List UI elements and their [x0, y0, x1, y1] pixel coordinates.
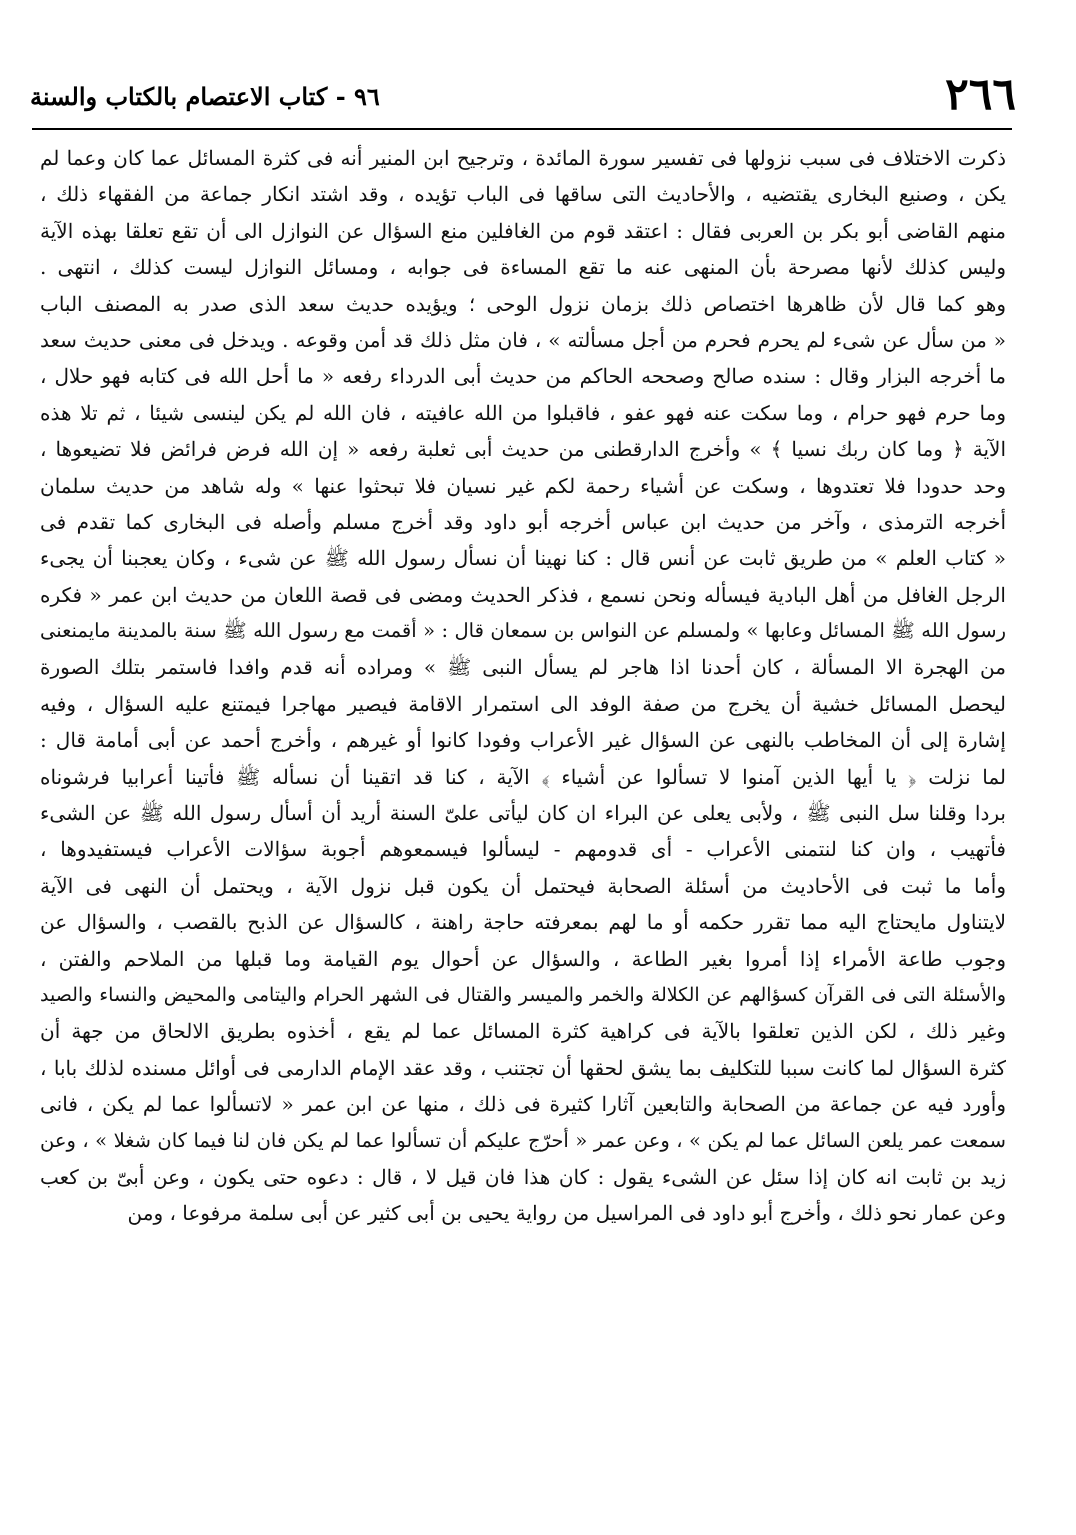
text-line: وليس كذلك لأنها مصرحة بأن المنهى عنه ما تقع المساءة فى جوابه ، ومسائل النوازل ليست كذلك ، انتهى . — [40, 255, 1006, 280]
header-rule — [32, 128, 1012, 130]
text-line: أخرجه الترمذى ، وآخر من حديث ابن عباس أخرجه أبو داود وقد أخرج مسلم وأصله فى البخارى كما تقدم فى — [40, 509, 1006, 534]
text-line: « كتاب العلم » من طريق ثابت عن أنس قال : كنا نهينا أن نسأل رسول الله ﷺ عن شىء ، وكان يعجبنا أن يجىء — [40, 546, 1006, 571]
text-line: من الهجرة الا المسألة ، كان أحدنا اذا هاجر لم يسأل النبى ﷺ » ومراده أنه قدم وافدا فاستمر بتلك الصورة — [40, 655, 1006, 680]
page-number: ٢٦٦ — [945, 69, 1016, 120]
text-line: منهم القاضى أبو بكر بن العربى فقال : اعتقد قوم من الغافلين منع السؤال عن النوازل الى أن تقع تعلقا بهذه الآية — [40, 218, 1006, 243]
running-title: ٩٦ - كتاب الاعتصام بالكتاب والسنة — [30, 82, 380, 111]
body-text — [40, 140, 1006, 1232]
text-line: ذكرت الاختلاف فى سبب نزولها فى تفسير سورة المائدة ، وترجيح ابن المنير أنه فى كثرة المسائل عما كان وعما لم — [40, 146, 1006, 170]
text-line: وأورد فيه عن جماعة من الصحابة والتابعين آثارا كثيرة فى ذلك ، منها عن ابن عمر « لاتسألوا عما لم يكن ، فانى — [40, 1092, 1006, 1117]
text-line: وما حرم فهو حرام ، وما سكت عنه فهو عفو ، فاقبلوا من الله عافيته ، فان الله لم يكن لينسى شيئا ، ثم تلا هذه — [40, 400, 1006, 425]
text-line: والأسئلة التى فى القرآن كسؤالهم عن الكلالة والخمر والميسر والقتال فى الشهر الحرام واليتامى والمحيض والنساء والصيد — [40, 983, 1006, 1006]
text-line: كثرة السؤال لما كانت سببا للتكليف بما يشق لحقها أن تجتنب ، وقد عقد الإمام الدارمى فى أوائل مسنده لذلك بابا ، — [40, 1055, 1006, 1080]
text-line: وحد حدودا فلا تعتدوها ، وسكت عن أشياء رحمة لكم غير نسيان فلا تبحثوا عنها » وله شاهد من حديث سلمان — [40, 473, 1006, 498]
text-line: يكن ، وصنيع البخارى يقتضيه ، والأحاديث التى ساقها فى الباب تؤيده ، وقد اشتد انكار جماعة من الفقهاء ذلك ، — [40, 182, 1006, 207]
text-line: بردا وقلنا سل النبى ﷺ ، ولأبى يعلى عن البراء ان كان ليأتى علىّ السنة أريد أن أسأل رسول الله ﷺ عن الشىء — [40, 801, 1006, 826]
text-line: وعن عمار نحو ذلك ، وأخرج أبو داود فى المراسيل من رواية يحيى بن أبى كثير عن أبى سلمة مرفوعا ، ومن — [127, 1201, 1006, 1226]
text-line: سمعت عمر يلعن السائل عما لم يكن » ، وعن عمر « أحرّج عليكم أن تسألوا عما لم يكن فان لنا فيما كان شغلا » ، وعن — [40, 1128, 1006, 1152]
text-line: ما أخرجه البزار وقال : سنده صالح وصححه الحاكم من حديث أبى الدرداء رفعه « ما أحل الله فى كتابه فهو حلال ، — [40, 364, 1006, 389]
text-line: وأما ما ثبت فى الأحاديث من أسئلة الصحابة فيحتمل أن يكون قبل نزول الآية ، ويحتمل أن النهى فى الآية — [40, 873, 1006, 898]
text-line: زيد بن ثابت انه كان إذا سئل عن الشىء يقول : كان هذا فان قيل لا ، قال : دعوه حتى يكون ، وعن أبىّ بن كعب — [40, 1164, 1006, 1189]
text-line: لما نزلت ﴿ يا أيها الذين آمنوا لا تسألوا عن أشياء ﴾ الآية ، كنا قد اتقينا أن نسأله ﷺ فأتينا أعرابيا فرشوناه — [40, 764, 1006, 789]
text-line: فأتهيب ، وان كنا لنتمنى الأعراب - أى قدومهم - ليسألوا فيسمعوهم أجوبة سؤالات الأعراب فيستفيدوها ، — [40, 837, 1006, 862]
text-line: وغير ذلك ، لكن الذين تعلقوا بالآية فى كراهية كثرة المسائل عما لم يقع ، أخذوه بطريق الالحاق من جهة أن — [40, 1019, 1006, 1044]
text-line: رسول الله ﷺ المسائل وعابها » ولمسلم عن النواس بن سمعان قال : « أقمت مع رسول الله ﷺ سنة بالمدينة مايمنعنى — [40, 619, 1006, 643]
page-header — [30, 70, 1016, 130]
text-line: الآية ﴿ وما كان ربك نسيا ﴾ » وأخرج الدارقطنى من حديث أبى ثعلبة رفعه « إن الله فرض فرائض فلا تضيعوها ، — [40, 437, 1006, 462]
text-line: وجوب طاعة الأمراء إذا أمروا بغير الطاعة ، والسؤال عن أحوال يوم القيامة وما قبلها من الملاحم والفتن ، — [40, 946, 1006, 971]
text-line: « من سأل عن شىء لم يحرم فحرم من أجل مسألته » ، فان مثل ذلك قد أمن وقوعه . ويدخل فى معنى حديث سعد — [40, 327, 1006, 352]
text-line: إشارة إلى أن المخاطب بالنهى عن السؤال غير الأعراب وفودا كانوا أو غيرهم ، وأخرج أحمد عن أبى أمامة قال : — [40, 728, 1006, 753]
text-line: الرجل الغافل من أهل البادية فيسأله ونحن نسمع ، فذكر الحديث ومضى فى قصة اللعان من حديث ابن عمر « فكره — [40, 582, 1006, 607]
text-line: ليحصل المسائل خشية أن يخرج من صفة الوفد الى استمرار الاقامة فيصير مهاجرا فيمتنع عليه السؤال ، وفيه — [40, 691, 1006, 716]
text-line: لايتناول مايحتاج اليه مما تقرر حكمه أو ما لهم بمعرفته حاجة راهنة ، كالسؤال عن الذبح بالقصب ، والسؤال عن — [40, 910, 1006, 935]
text-line: وهو كما قال لأن ظاهرها اختصاص ذلك بزمان نزول الوحى ؛ ويؤيده حديث سعد الذى صدر به المصنف الباب — [40, 291, 1006, 316]
